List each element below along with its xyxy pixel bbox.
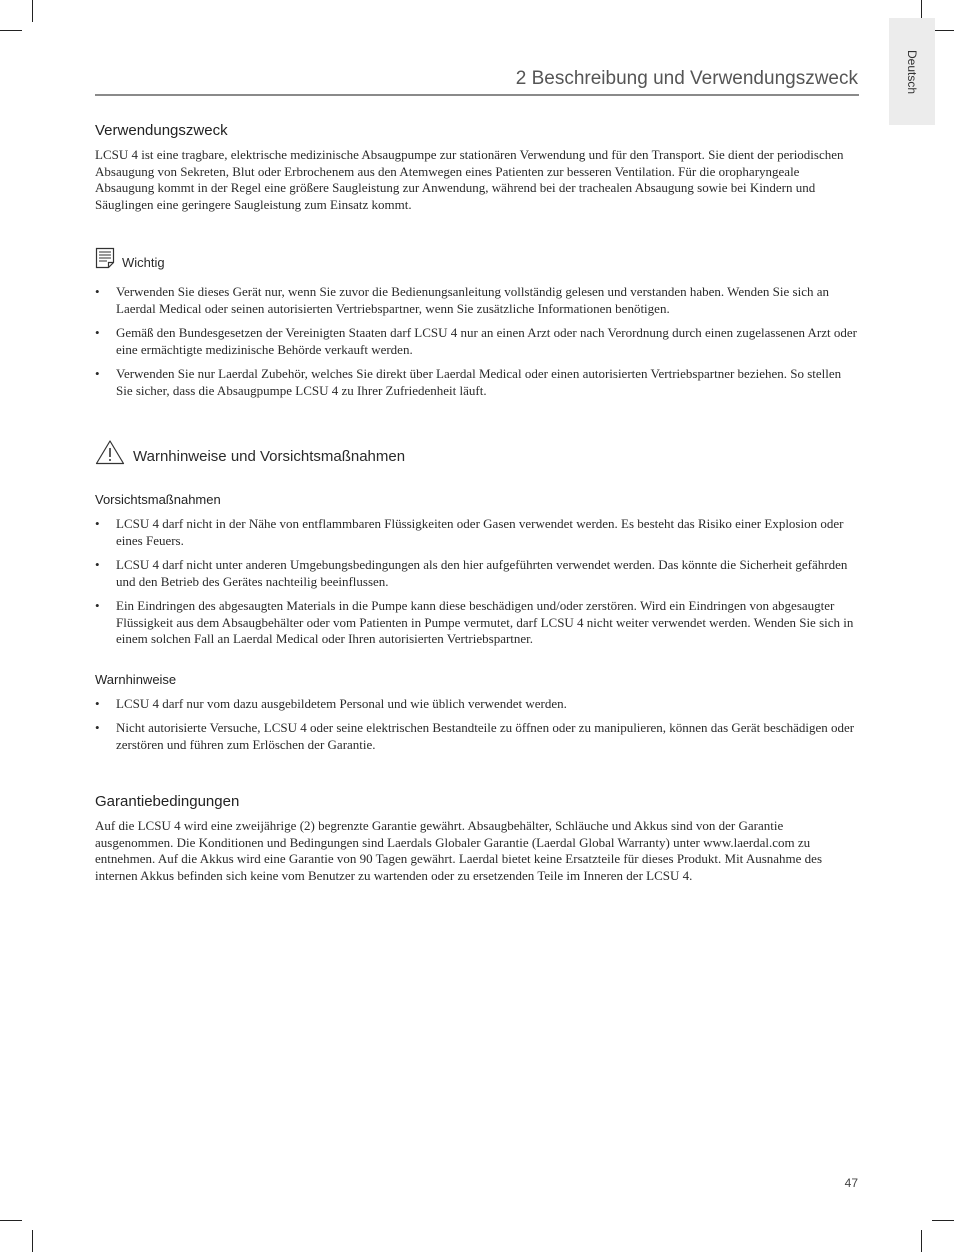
chapter-title: 2 Beschreibung und Verwendungszweck	[515, 68, 858, 89]
list-item: • Ein Eindringen des abgesaugten Materials in die Pumpe kann diese beschädigen und/oder zerstören. Wird ein Eindringen von abgesaugter Flüssigkeit aus dem Absaugbehälter oder vom Patienten in Pumpe vermutet, darf LCSU 4 nicht weiter verwendet werden. Wenden Sie sich in einem solchen Fall an Laerdal Medical oder Ihren autorisierten Vertriebspartner.	[95, 598, 854, 646]
warnings-heading: Warnhinweise und Vorsichtsmaßnahmen	[133, 448, 406, 465]
precautions-heading: Vorsichtsmaßnahmen	[95, 492, 221, 507]
crop-mark	[932, 30, 954, 31]
bullet-glyph: •	[95, 695, 100, 711]
note-header	[95, 247, 859, 274]
list-item: • Gemäß den Bundesgesetzen der Vereinigten Staaten darf LCSU 4 nur an einen Arzt oder nach Verordnung durch einen zugelassenen Arzt oder eine ermächtigte medizinische Behörde verkauft werden.	[95, 325, 857, 357]
note-label: Wichtig	[122, 255, 165, 270]
bullet-glyph: •	[95, 720, 100, 735]
bullet-glyph: •	[95, 366, 100, 381]
bullet-glyph: •	[95, 598, 100, 613]
list-item: • LCSU 4 darf nicht unter anderen Umgebungsbedingungen als den hier aufgeführten verwendet werden. Das könnte die Sicherheit gefährden und den Betrieb des Gerätes nachteilig beeinflussen.	[95, 557, 848, 589]
note-list	[95, 284, 859, 399]
crop-mark	[921, 1230, 922, 1252]
warnings-subheading: Warnhinweise	[95, 671, 177, 687]
crop-mark	[932, 1220, 954, 1221]
warnings-header	[95, 439, 859, 470]
language-tab	[889, 18, 935, 125]
precautions-list	[95, 516, 859, 648]
bullet-glyph: •	[95, 516, 100, 531]
crop-mark	[32, 0, 33, 22]
chapter-rule	[95, 94, 859, 96]
crop-mark	[0, 30, 22, 31]
crop-mark	[0, 1220, 22, 1221]
list-item: • LCSU 4 darf nicht in der Nähe von entflammbaren Flüssigkeiten oder Gasen verwendet werden. Es besteht das Risiko einer Explosion oder eines Feuers.	[95, 516, 844, 548]
warning-triangle-icon	[95, 439, 125, 470]
list-item: • LCSU 4 darf nur vom dazu ausgebildetem Personal und wie üblich verwendet werden.	[95, 695, 567, 711]
warranty-heading: Garantiebedingungen	[95, 793, 240, 810]
page-content	[95, 122, 859, 884]
warnings-list	[95, 696, 859, 754]
list-item: • Nicht autorisierte Versuche, LCSU 4 oder seine elektrischen Bestandteile zu öffnen oder zu manipulieren, können das Gerät beschädigen oder zerstören und führen zum Erlöschen der Garantie.	[95, 720, 855, 752]
bullet-glyph: •	[95, 284, 100, 299]
intended-use-heading: Verwendungszweck	[95, 122, 228, 139]
list-item: • Verwenden Sie nur Laerdal Zubehör, welches Sie direkt über Laerdal Medical oder einen autorisierten Vertriebspartner beziehen. So stellen Sie sicher, dass die Absaugpumpe LCSU 4 zu Ihrer Zufriedenheit läuft.	[95, 366, 842, 398]
bullet-glyph: •	[95, 325, 100, 340]
page-number: 47	[844, 1176, 858, 1190]
note-icon	[95, 247, 115, 274]
intended-use-body: LCSU 4 ist eine tragbare, elektrische medizinische Absaugpumpe zur stationären Verwendung und für den Transport. Sie dient der periodischen Absaugung von Sekreten, Blut oder Erbrochenem aus den Atemwegen eines Patienten zur besseren Ventilation. Für die oropharyngeale Absaugung kommt in der Regel eine größere Saugleistung zur Anwendung, während bei der trachealen Absaugung sowie bei Kindern und Säuglingen eine geringere Saugleistung zum Einsatz kommt.	[95, 147, 844, 212]
list-item: • Verwenden Sie dieses Gerät nur, wenn Sie zuvor die Bedienungsanleitung vollständig gelesen und verstanden haben. Wenden Sie sich an Laerdal Medical oder seinen autorisierten Vertriebspartner, wenn Sie zusätzliche Informationen benötigen.	[95, 284, 830, 316]
language-tab-label: Deutsch	[905, 49, 919, 94]
bullet-glyph: •	[95, 557, 100, 572]
crop-mark	[32, 1230, 33, 1252]
warranty-body: Auf die LCSU 4 wird eine zweijährige (2) begrenzte Garantie gewährt. Absaugbehälter, Schläuche und Akkus sind von der Garantie ausgenommen. Die Konditionen und Bedingungen sind Laerdals Globaler Garantie (Laerdal Global Warranty) unter www.laerdal.com zu entnehmen. Auf die Akkus wird eine Garantie von 90 Tagen gewährt. Laerdal bietet keine Ersatzteile für dieses Produkt. Mit Ausnahme des internen Akkus befinden sich keine vom Benutzer zu wartenden oder zu ersetzenden Teile im Inneren der LCSU 4.	[95, 818, 823, 883]
